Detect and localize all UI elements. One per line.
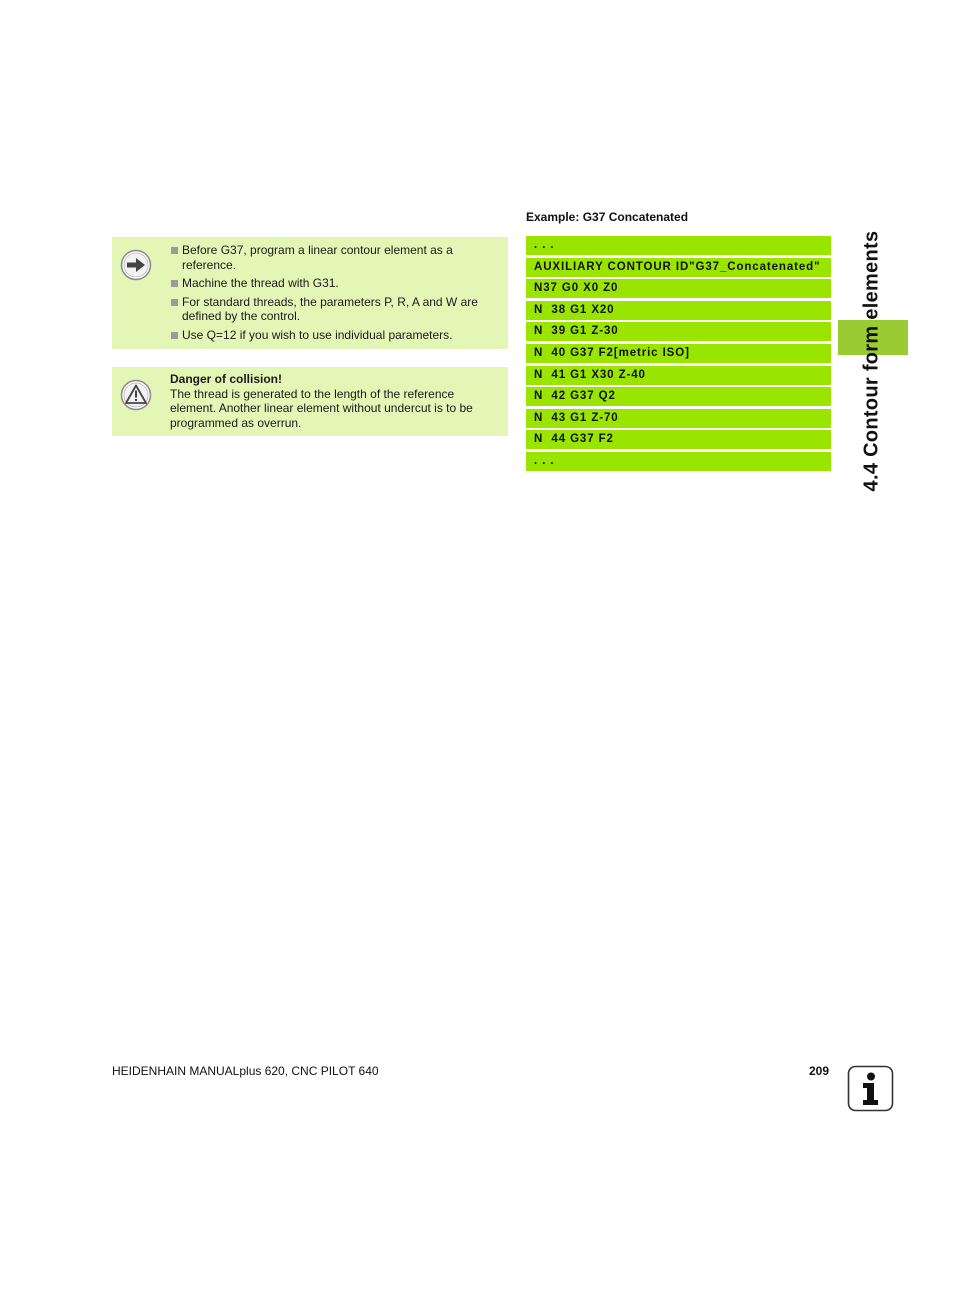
- code-line: AUXILIARY CONTOUR ID"G37_Concatenated": [526, 258, 831, 277]
- code-line: N 40 G37 F2[metric ISO]: [526, 344, 831, 363]
- arrow-right-icon: [120, 249, 152, 281]
- bullet-square-icon: [171, 280, 178, 287]
- note-box-tips: [112, 237, 508, 349]
- code-line: N 43 G1 Z-70: [526, 409, 831, 428]
- warning-text: The thread is generated to the length of the reference element. Another linear element without undercut is to be programmed as overrun.: [170, 386, 473, 430]
- list-item: Machine the thread with G31.: [170, 276, 498, 291]
- code-line: . . .: [526, 452, 831, 471]
- code-line: N 39 G1 Z-30: [526, 322, 831, 341]
- list-item: For standard threads, the parameters P, R, A and W are defined by the control.: [170, 295, 498, 324]
- warning-triangle-icon: [120, 379, 152, 411]
- code-listing: [526, 236, 831, 474]
- list-item: Before G37, program a linear contour element as a reference.: [170, 243, 498, 272]
- code-line: N 38 G1 X20: [526, 301, 831, 320]
- page-number: 209: [809, 1064, 830, 1078]
- note-box-warning: [112, 367, 508, 436]
- section-title: 4.4 Contour form elements: [860, 230, 883, 492]
- bullet-square-icon: [171, 332, 178, 339]
- bullet-square-icon: [171, 299, 178, 306]
- code-line: N 42 G37 Q2: [526, 387, 831, 406]
- code-line: N 44 G37 F2: [526, 430, 831, 449]
- code-line: N37 G0 X0 Z0: [526, 279, 831, 298]
- code-line: N 41 G1 X30 Z-40: [526, 366, 831, 385]
- code-line: . . .: [526, 236, 831, 255]
- warning-content: [170, 372, 498, 430]
- example-title: Example: G37 Concatenated: [526, 210, 689, 224]
- bullet-square-icon: [171, 247, 178, 254]
- warning-title: Danger of collision!: [170, 372, 283, 386]
- tips-list: [170, 243, 498, 346]
- info-icon: [847, 1065, 894, 1112]
- list-item: Use Q=12 if you wish to use individual parameters.: [170, 328, 498, 343]
- footer-text: HEIDENHAIN MANUALplus 620, CNC PILOT 640: [112, 1064, 379, 1078]
